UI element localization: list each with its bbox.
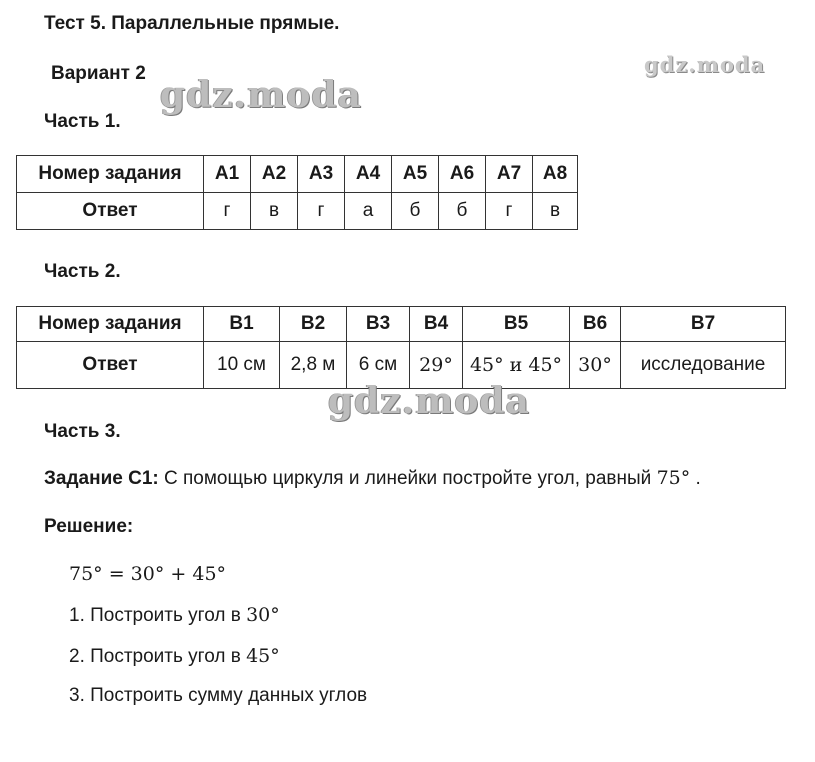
watermark: gdz.moda [160, 74, 362, 116]
solution-step [69, 645, 280, 668]
row-label-task-number: Номер задания [17, 156, 204, 193]
solution-formula: 75° = 30° + 45° [69, 563, 227, 585]
part2-answer-table [16, 306, 786, 389]
task-c1 [44, 467, 701, 490]
task-cell: В5 [463, 307, 570, 342]
test-title: Тест 5. Параллельные прямые. [44, 13, 340, 34]
row-label-task-number: Номер задания [17, 307, 204, 342]
task-cell: В2 [280, 307, 347, 342]
step-text: 1. Построить угол в [69, 605, 247, 626]
answer-cell: 6 см [347, 342, 410, 389]
task-cell: А7 [486, 156, 533, 193]
answer-cell: в [251, 193, 298, 230]
solution-step [69, 685, 367, 707]
row-label-answer: Ответ [17, 342, 204, 389]
part1-heading: Часть 1. [44, 111, 121, 132]
answer-cell: исследование [621, 342, 786, 389]
answer-cell: в [533, 193, 578, 230]
task-cell: А4 [345, 156, 392, 193]
step-math: 30° [246, 604, 280, 626]
row-label-answer: Ответ [17, 193, 204, 230]
part1-answer-table [16, 155, 578, 230]
answer-cell: а [345, 193, 392, 230]
watermark: gdz.moda [328, 380, 530, 422]
task-angle: 75° [656, 467, 691, 489]
task-text: С помощью циркуля и линейки постройте угол, равный [158, 468, 657, 489]
answer-cell: 10 см [204, 342, 280, 389]
answer-cell: 2,8 м [280, 342, 347, 389]
answer-cell: 29° [410, 342, 463, 389]
table-header-row [17, 156, 578, 193]
task-cell: А5 [392, 156, 439, 193]
task-cell: А1 [204, 156, 251, 193]
answer-cell: 30° [570, 342, 621, 389]
task-label: Задание С1: [44, 468, 159, 489]
step-text: 2. Построить угол в [69, 646, 247, 667]
step-math: 45° [246, 645, 280, 667]
answer-cell: б [439, 193, 486, 230]
solution-heading: Решение: [44, 516, 134, 537]
answer-cell: г [204, 193, 251, 230]
task-cell: В1 [204, 307, 280, 342]
solution-step [69, 604, 280, 627]
table-answer-row [17, 193, 578, 230]
part3-heading: Часть 3. [44, 421, 121, 442]
part2-heading: Часть 2. [44, 261, 121, 282]
task-cell: А6 [439, 156, 486, 193]
task-cell: В7 [621, 307, 786, 342]
answer-cell: г [486, 193, 533, 230]
variant-label: Вариант 2 [51, 63, 146, 84]
task-cell: А8 [533, 156, 578, 193]
task-cell: В3 [347, 307, 410, 342]
task-end: . [690, 468, 701, 489]
task-cell: В4 [410, 307, 463, 342]
task-cell: А2 [251, 156, 298, 193]
answer-cell: б [392, 193, 439, 230]
answer-cell: 45° и 45° [463, 342, 570, 389]
task-cell: А3 [298, 156, 345, 193]
step-text: 3. Построить сумму данных углов [69, 685, 368, 706]
task-cell: В6 [570, 307, 621, 342]
answer-cell: г [298, 193, 345, 230]
table-header-row [17, 307, 786, 342]
watermark-small: gdz.moda [644, 52, 766, 77]
